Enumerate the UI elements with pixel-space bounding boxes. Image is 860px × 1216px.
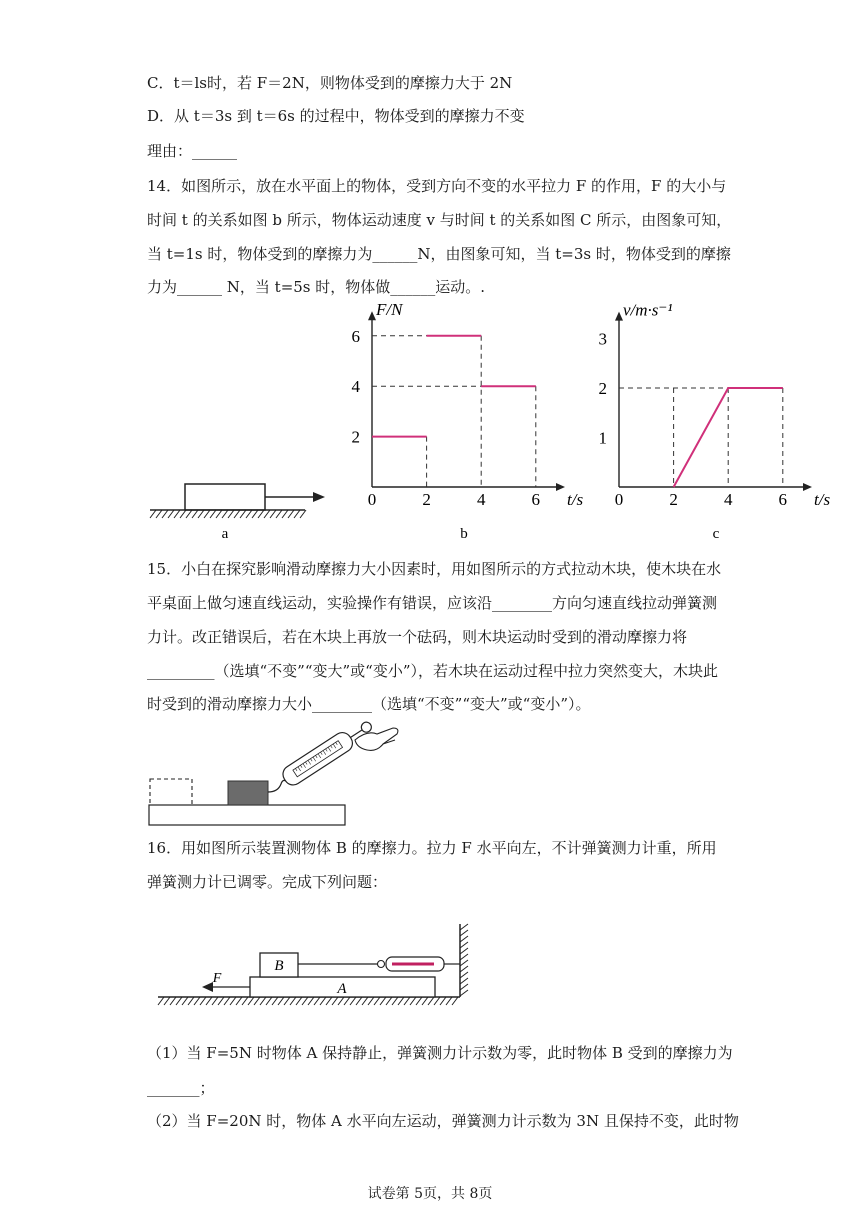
hatch-line: [440, 997, 446, 1005]
spring-scale-icon: [378, 957, 461, 971]
label-a: A: [337, 981, 347, 997]
hatch-line: [362, 997, 368, 1005]
x-tick-label: 6: [531, 490, 541, 509]
hatch-line: [216, 510, 222, 518]
hatch-line: [452, 997, 458, 1005]
x-tick-label: 2: [669, 490, 678, 509]
hatch-line: [236, 997, 242, 1005]
hatch-line: [252, 510, 258, 518]
x-axis-arrow: [803, 483, 812, 491]
q14-line-2: 时间 t 的关系如图 b 所示，物体运动速度 v 与时间 t 的关系如图 C 所示，由图象可知，: [147, 211, 732, 229]
hatch-line: [176, 997, 182, 1005]
hatch-line: [200, 997, 206, 1005]
hatch-line: [314, 997, 320, 1005]
figure-16: [150, 920, 480, 1015]
x-tick-label: 4: [723, 490, 733, 509]
y-tick-label: 1: [598, 428, 607, 448]
x-axis-label: t/s: [567, 490, 584, 509]
hatch-line: [308, 997, 314, 1005]
hatch-line: [210, 510, 216, 518]
label-f: F: [212, 971, 222, 986]
x-tick-label: 4: [476, 490, 486, 509]
hatch-line: [260, 997, 266, 1005]
hatch-line: [254, 997, 260, 1005]
x-tick-label: 0: [367, 490, 377, 509]
hatch-line: [170, 997, 176, 1005]
hatch-line: [282, 510, 288, 518]
hook: [268, 780, 287, 792]
x-tick-label: 2: [422, 490, 431, 509]
hatch-line: [422, 997, 428, 1005]
q15-line-5: 时受到的滑动摩擦力大小________（选填“不变”“变大”或“变小”）。: [147, 695, 591, 713]
q16-part2-line: （2）当 F=20N 时，物体 A 水平向左运动，弹簧测力计示数为 3N 且保持不变，此时物: [147, 1112, 739, 1130]
hatch-line: [156, 510, 162, 518]
q14-line-3: 当 t=1s 时，物体受到的摩擦力为______N，由图象可知，当 t=3s 时，物体受到的摩擦: [147, 245, 731, 263]
wall-hatch-line: [460, 924, 468, 930]
y-axis-label: F/N: [376, 300, 403, 320]
hatch-line: [246, 510, 252, 518]
wall-hatch-line: [460, 960, 468, 966]
wall-hatch-line: [460, 984, 468, 990]
hatch-line: [234, 510, 240, 518]
hatch-line: [284, 997, 290, 1005]
page-footer: 试卷第 5页，共 8页: [367, 1186, 493, 1202]
table-surface: [149, 805, 345, 825]
q14-line-4: 力为______ N，当 t=5s 时，物体做______运动。.: [147, 278, 486, 296]
hatch-line: [264, 510, 270, 518]
hatch-line: [162, 510, 168, 518]
hatch-line: [194, 997, 200, 1005]
hatch-line: [224, 997, 230, 1005]
x-tick-label: 0: [614, 490, 624, 509]
hatch-line: [278, 997, 284, 1005]
q15-line-4: _________（选填“不变”“变大”或“变小”），若木块在运动过程中拉力突然变大，木块此: [147, 662, 719, 680]
hatch-line: [174, 510, 180, 518]
figure-b-chart: [345, 300, 585, 545]
caption-a: a: [221, 526, 229, 542]
hatch-line: [398, 997, 404, 1005]
wooden-block: [228, 781, 268, 805]
hatch-line: [192, 510, 198, 518]
block: [185, 484, 265, 510]
hatch-line: [404, 997, 410, 1005]
wall-hatch-line: [460, 930, 468, 936]
hatch-line: [428, 997, 434, 1005]
figure-15: [145, 722, 405, 830]
hand-icon: [355, 728, 398, 750]
dashed-block-position: [150, 779, 192, 805]
option-d: D．从 t＝3s 到 t＝6s 的过程中，物体受到的摩擦力不变: [147, 107, 525, 125]
hatch-line: [150, 510, 156, 518]
hatch-line: [270, 510, 276, 518]
hatch-line: [212, 997, 218, 1005]
hatch-line: [386, 997, 392, 1005]
x-axis-label: t/s: [814, 490, 831, 509]
caption-b: b: [460, 526, 468, 542]
hatch-line: [350, 997, 356, 1005]
hatch-line: [222, 510, 228, 518]
wall-hatch-line: [460, 990, 468, 996]
figure-a: [140, 470, 340, 550]
hatch-line: [218, 997, 224, 1005]
hatch-line: [198, 510, 204, 518]
hatch-line: [204, 510, 210, 518]
hatch-line: [392, 997, 398, 1005]
x-tick-label: 6: [778, 490, 788, 509]
hatch-line: [158, 997, 164, 1005]
x-axis-arrow: [556, 483, 565, 491]
wall-hatch-line: [460, 936, 468, 942]
hatch-line: [168, 510, 174, 518]
hatch-line: [300, 510, 306, 518]
wall-hatch-line: [460, 948, 468, 954]
y-tick-label: 3: [598, 329, 607, 349]
hatch-line: [242, 997, 248, 1005]
spring-scale-icon: [280, 716, 376, 788]
hatch-line: [416, 997, 422, 1005]
hatch-line: [248, 997, 254, 1005]
hatch-line: [272, 997, 278, 1005]
wall-hatch-line: [460, 972, 468, 978]
wall-hatch-line: [460, 954, 468, 960]
hatch-line: [266, 997, 272, 1005]
q14-line-1: 14．如图所示，放在水平面上的物体，受到方向不变的水平拉力 F 的作用，F 的大小与: [147, 177, 727, 195]
hatch-line: [380, 997, 386, 1005]
q15-line-1: 15．小白在探究影响滑动摩擦力大小因素时，用如图所示的方式拉动木块，使木块在水: [147, 560, 722, 578]
reason-line: 理由：______: [147, 142, 238, 160]
hatch-line: [206, 997, 212, 1005]
arrow-head: [313, 492, 325, 502]
y-axis-arrow: [368, 311, 376, 320]
hatch-line: [356, 997, 362, 1005]
hatch-line: [258, 510, 264, 518]
q15-line-2: 平桌面上做匀速直线运动，实验操作有错误，应该沿________方向匀速直线拉动弹簧测: [147, 594, 718, 612]
hatch-line: [294, 510, 300, 518]
hatch-line: [446, 997, 452, 1005]
hatch-line: [344, 997, 350, 1005]
hatch-line: [276, 510, 282, 518]
hatch-line: [180, 510, 186, 518]
hatch-line: [302, 997, 308, 1005]
hatch-line: [434, 997, 440, 1005]
hatch-line: [240, 510, 246, 518]
hatch-line: [368, 997, 374, 1005]
hatch-line: [374, 997, 380, 1005]
hatch-line: [164, 997, 170, 1005]
hatch-line: [228, 510, 234, 518]
q15-line-3: 力计。改正错误后，若在木块上再放一个砝码，则木块运动时受到的滑动摩擦力将: [147, 628, 688, 646]
hatch-line: [230, 997, 236, 1005]
hatch-line: [326, 997, 332, 1005]
y-tick-label: 2: [351, 427, 360, 447]
y-tick-label: 4: [351, 377, 360, 397]
arrow-head: [202, 982, 213, 992]
hatch-line: [410, 997, 416, 1005]
hatch-line: [296, 997, 302, 1005]
caption-c: c: [712, 526, 720, 542]
hatch-line: [188, 997, 194, 1005]
q16-line-1: 16．用如图所示装置测物体 B 的摩擦力。拉力 F 水平向左，不计弹簧测力计重，所用: [147, 839, 717, 857]
wall-hatch-line: [460, 942, 468, 948]
hatch-line: [186, 510, 192, 518]
hatch-line: [320, 997, 326, 1005]
hatch-line: [182, 997, 188, 1005]
y-axis-arrow: [615, 312, 623, 321]
hatch-line: [288, 510, 294, 518]
hatch-line: [338, 997, 344, 1005]
wall-hatch-line: [460, 978, 468, 984]
y-tick-label: 6: [351, 326, 360, 346]
y-tick-label: 2: [598, 379, 607, 398]
wall-hatch-line: [460, 966, 468, 972]
option-c: C．t＝ls时，若 F＝2N，则物体受到的摩擦力大于 2N: [147, 74, 513, 92]
q16-line-2: 弹簧测力计已调零。完成下列问题：: [147, 873, 388, 891]
ground-hatch: [150, 510, 306, 518]
hatch-line: [332, 997, 338, 1005]
y-axis-label: v/m·s⁻¹: [623, 300, 673, 320]
label-b: B: [274, 958, 284, 974]
hatch-line: [290, 997, 296, 1005]
q16-part1-line-2: _______；: [147, 1079, 215, 1097]
q16-part1-line-1: （1）当 F=5N 时物体 A 保持静止，弹簧测力计示数为零，此时物体 B 受到的摩擦力为: [147, 1044, 733, 1062]
figure-c-chart: [592, 300, 832, 545]
